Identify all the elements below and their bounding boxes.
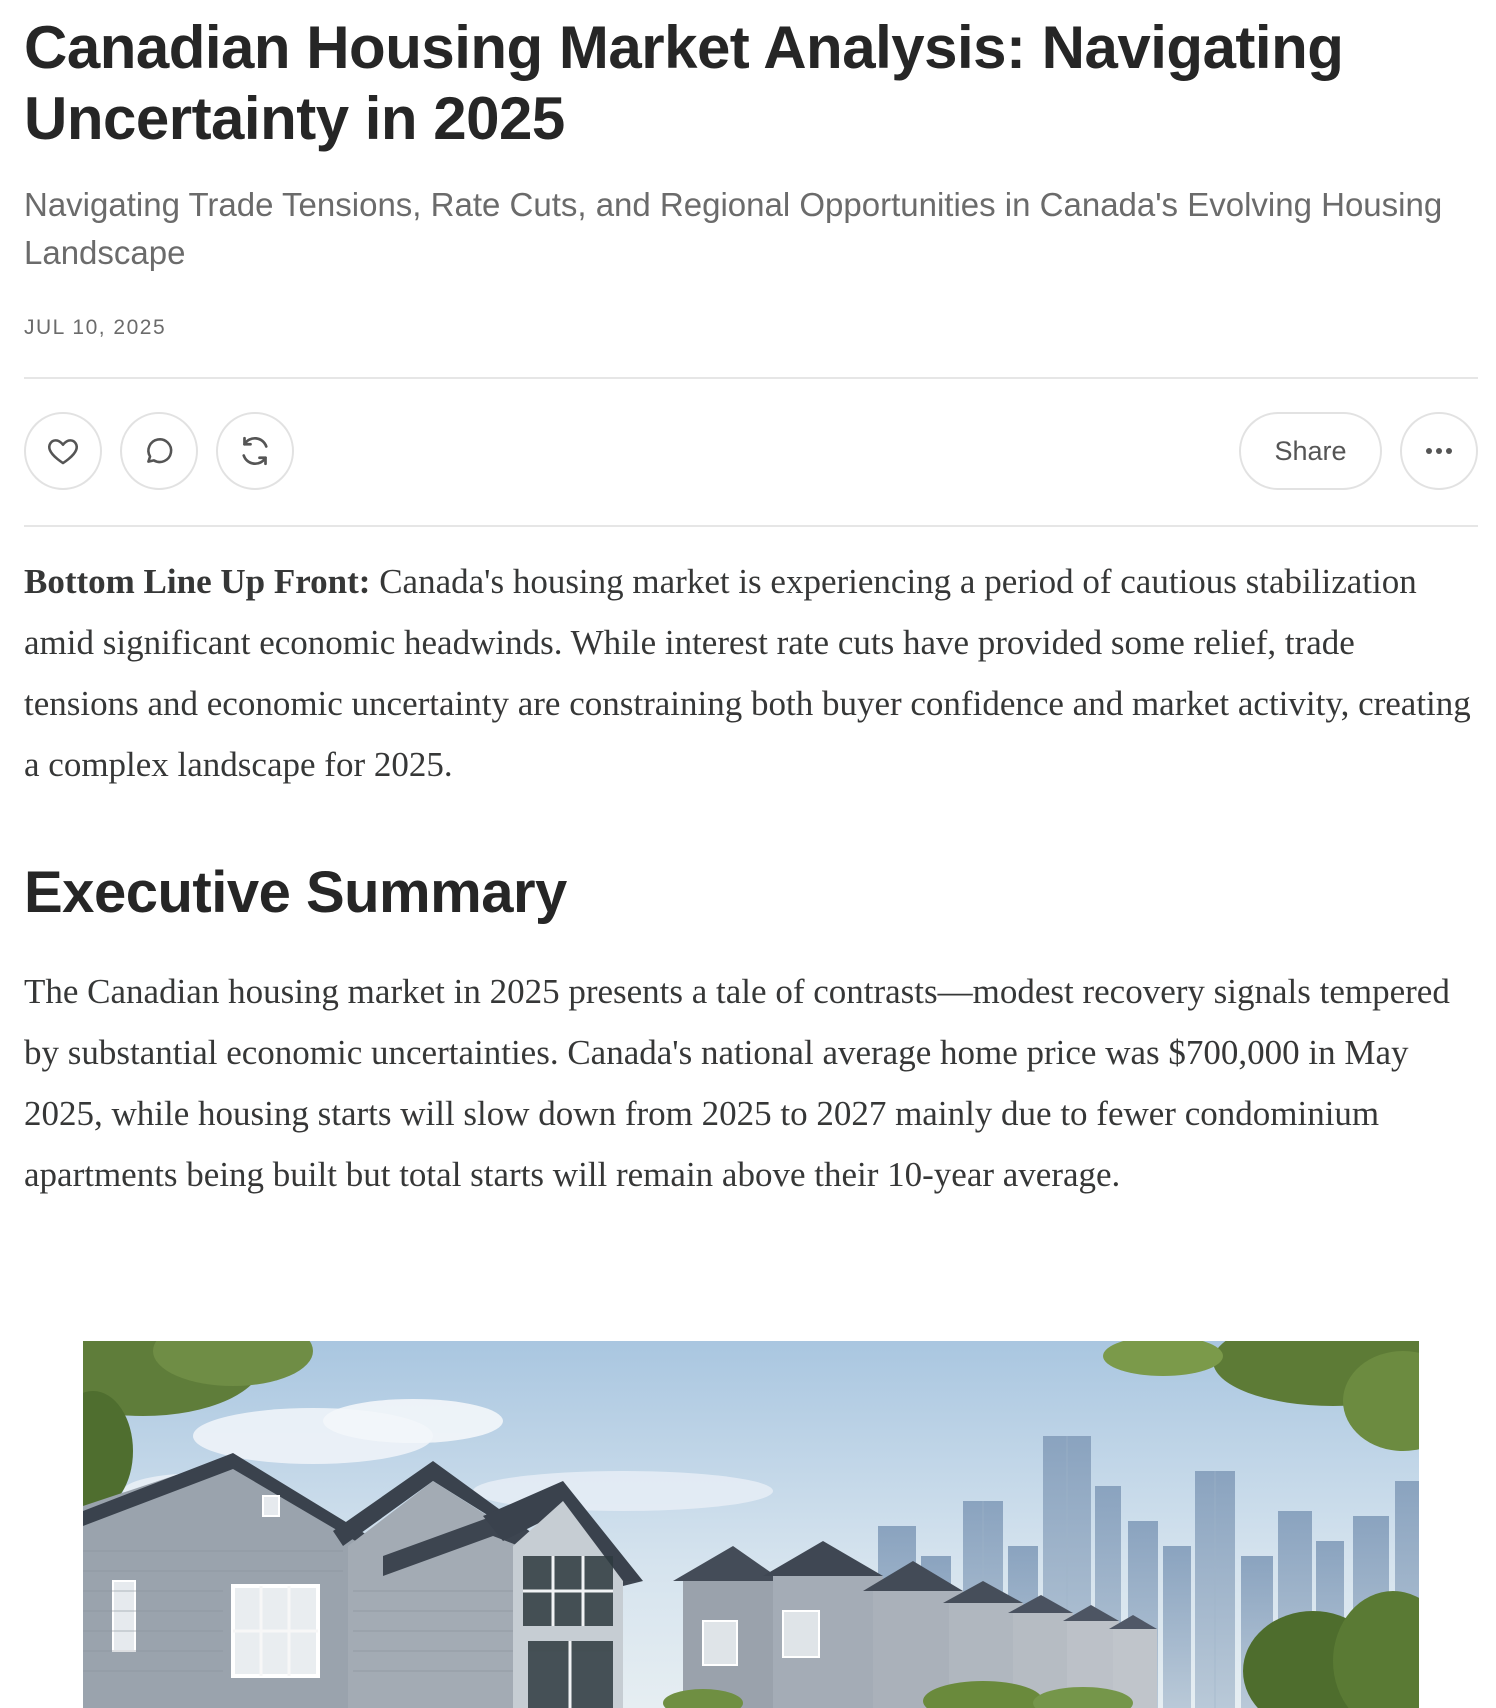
bottom-line-label: Bottom Line Up Front: [24,562,371,601]
comment-button[interactable] [120,412,198,490]
more-icon [1422,446,1456,456]
bottom-line-paragraph [24,551,1478,795]
like-button[interactable] [24,412,102,490]
restack-icon [237,433,273,469]
share-button[interactable]: Share [1239,412,1382,490]
article-subtitle: Navigating Trade Tensions, Rate Cuts, and Regional Opportunities in Canada's Evolving Housing Landscape [24,186,1443,271]
more-options-button[interactable] [1400,412,1478,490]
heart-icon [46,434,80,468]
article-title: Canadian Housing Market Analysis: Navigating Uncertainty in 2025 [24,14,1344,152]
hero-image[interactable] [83,1341,1419,1708]
bottom-line-text: Canada's housing market is experiencing a period of cautious stabilization amid significant economic headwinds. While interest rate cuts have provided some relief, trade tensions and economic uncertainty are constraining both buyer confidence and market activity, creating a complex landscape for 2025. [24,562,1471,784]
post-actions-bar [24,379,1478,525]
comment-icon [142,434,176,468]
executive-summary-paragraph: The Canadian housing market in 2025 presents a tale of contrasts—modest recovery signals tempered by substantial economic uncertainties. Canada's national average home price was $700,000 in May 2025, while housing starts will slow down from 2025 to 2027 mainly due to fewer condominium apartments being built but total starts will remain above their 10-year average. [24,972,1450,1194]
divider [24,525,1478,527]
restack-button[interactable] [216,412,294,490]
section-heading-executive-summary: Executive Summary [24,860,567,925]
post-date: JUL 10, 2025 [24,316,167,339]
hero-image-illustration [83,1341,1419,1708]
article [24,0,1478,1205]
